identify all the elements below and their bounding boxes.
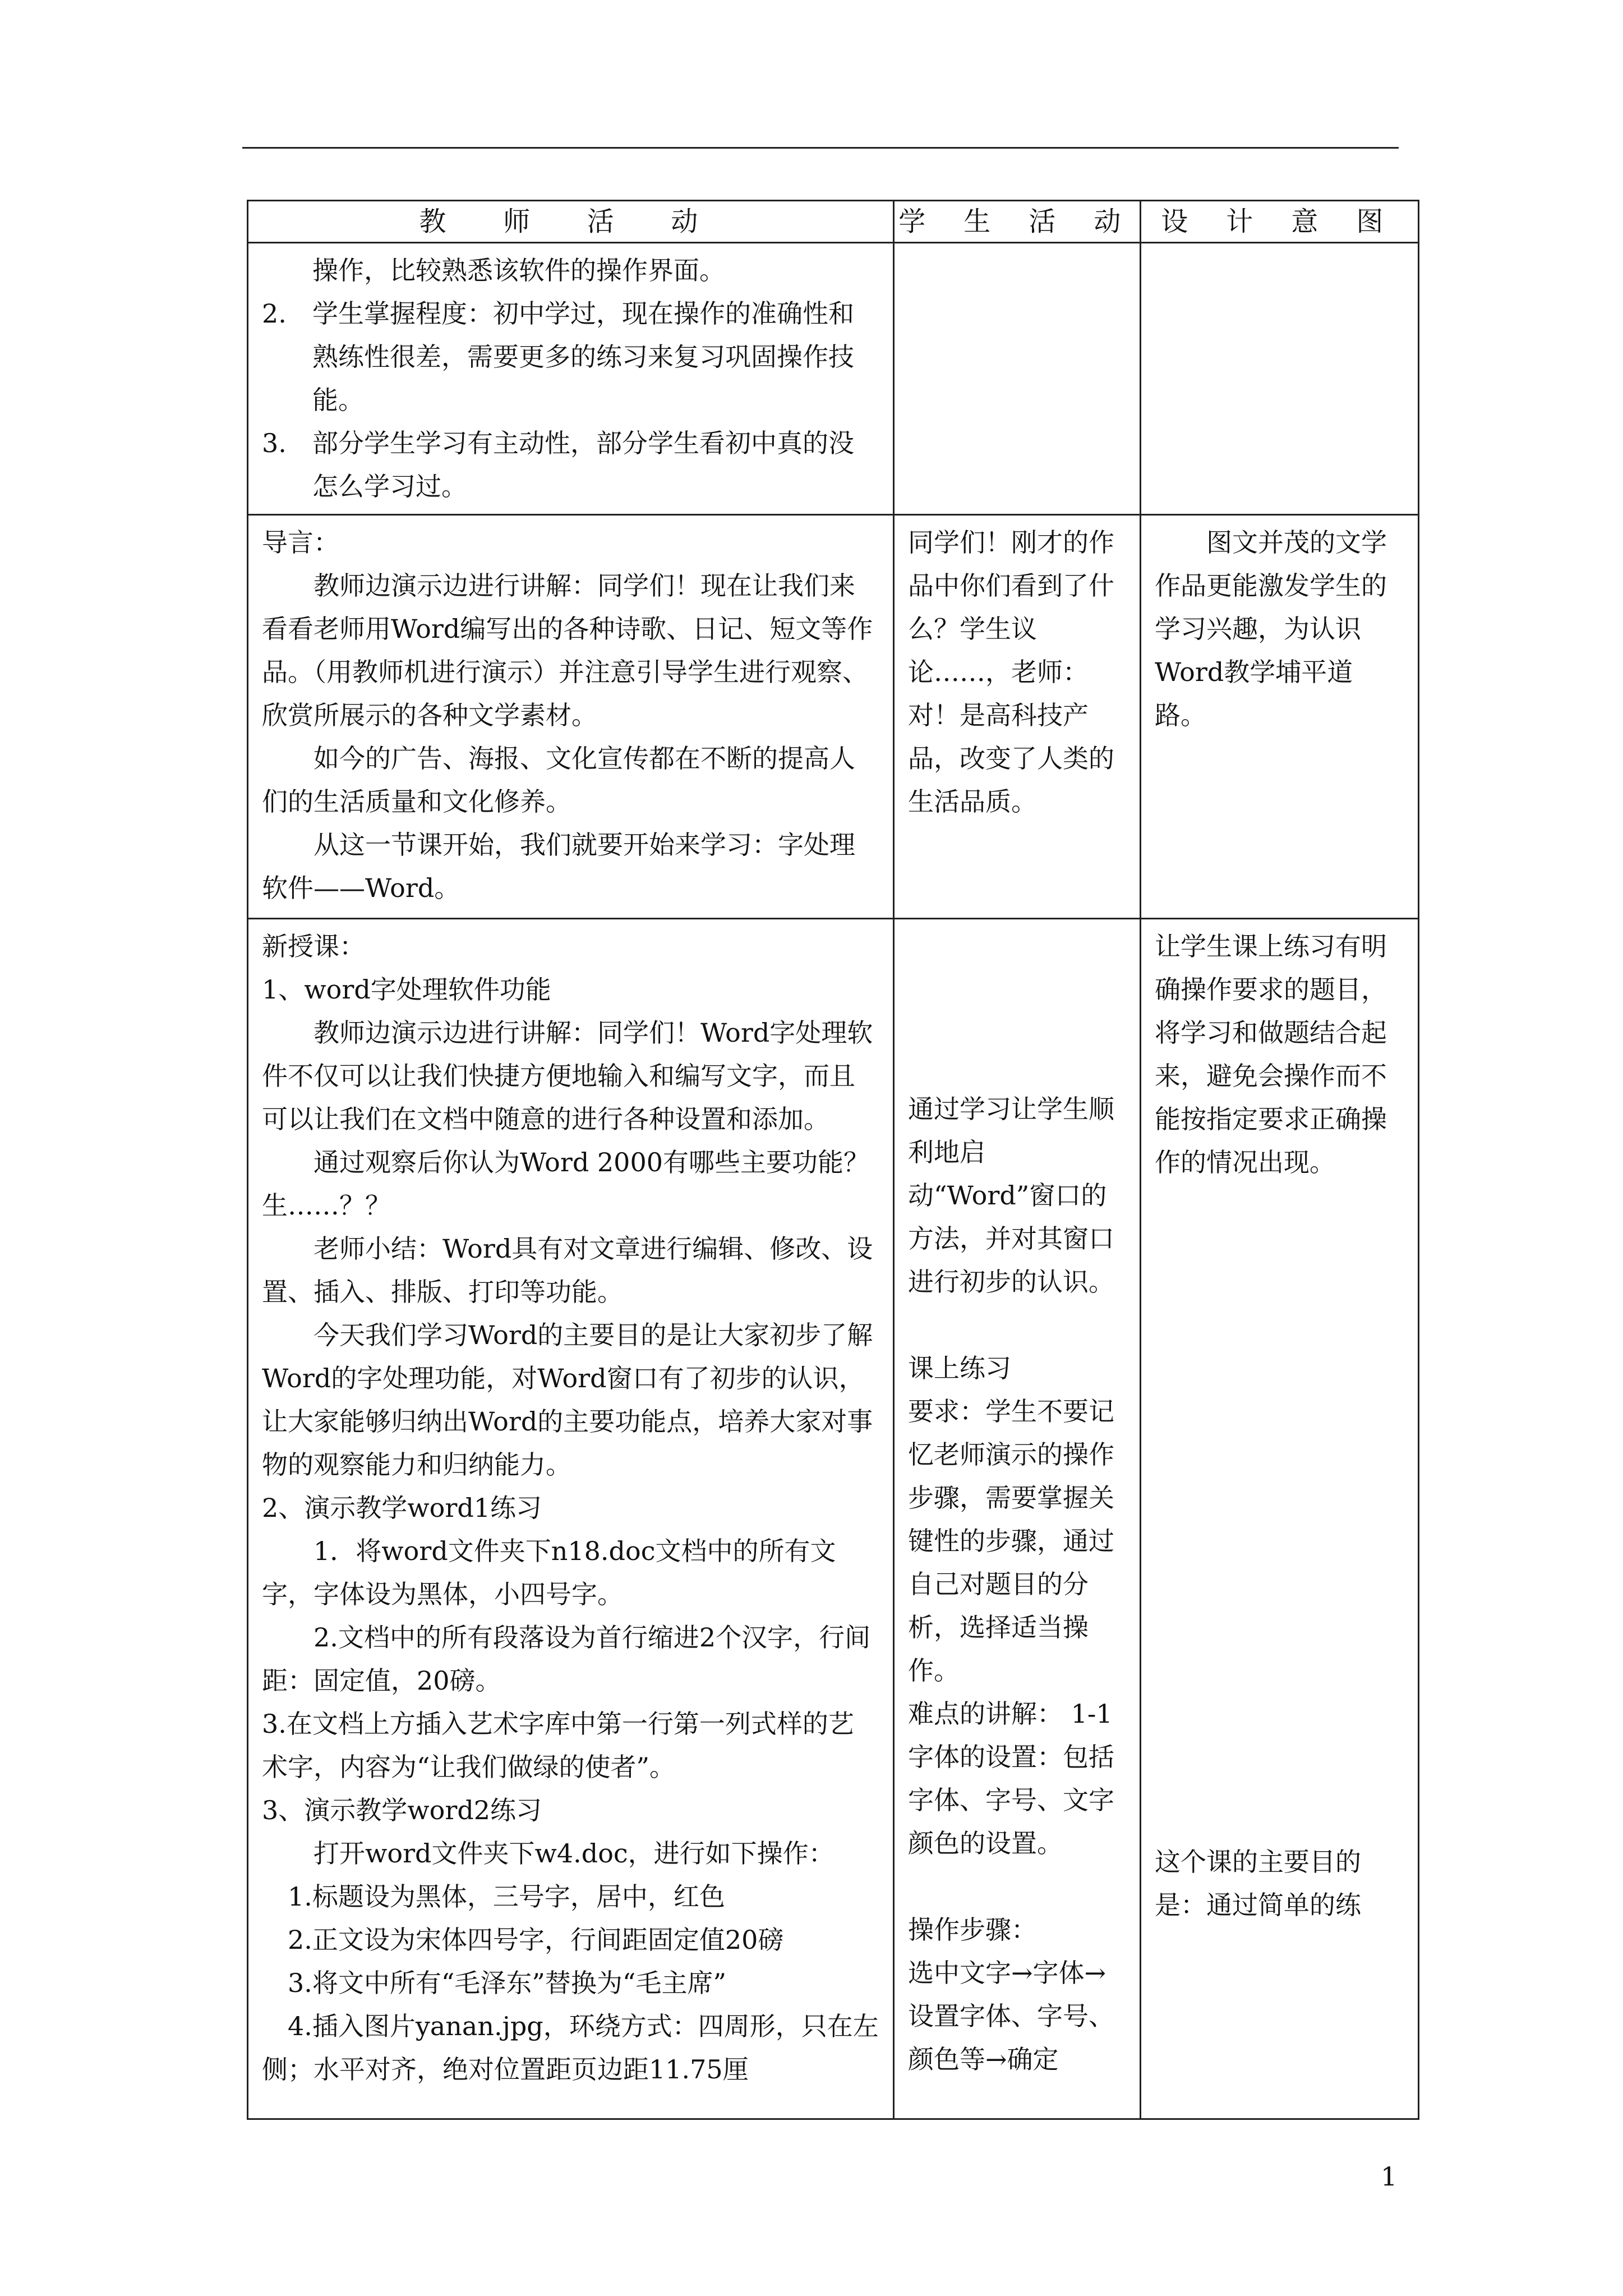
design-text: 让学生课上练习有明确操作要求的题目，将学习和做题结合起来，避免会操作而不能按指定要求正确操作的情况出现。 — [1155, 931, 1387, 1177]
table-row — [248, 243, 1419, 515]
table-header-row — [248, 201, 1419, 243]
design-cell — [1141, 919, 1419, 2119]
student-text: 课上练习 — [908, 1353, 1011, 1383]
design-text: 图文并茂的文学作品更能激发学生的学习兴趣，为认识Word教学埔平道路。 — [1155, 527, 1387, 730]
teacher-text: 今天我们学习Word的主要目的是让大家初步了解Word的字处理功能，对Word窗口有了初步的认识，让大家能够归纳出Word的主要功能点，培养大家对事物的观察能力和归纳能力。 — [262, 1320, 873, 1480]
item-text: 部分学生学习有主动性，部分学生看初中真的没怎么学习过。 — [312, 428, 854, 501]
spacer — [908, 1304, 1126, 1347]
student-text: 要求：学生不要记忆老师演示的操作步骤，需要掌握关键性的步骤，通过自己对题目的分析，选择适当操作。 — [908, 1396, 1114, 1686]
section-label: 新授课： — [262, 931, 365, 961]
item-text: 学生掌握程度：初中学过，现在操作的准确性和熟练性很差，需要更多的练习来复习巩固操作技能。 — [312, 298, 854, 415]
teacher-text: 老师小结：Word具有对文章进行编辑、修改、设置、插入、排版、打印等功能。 — [262, 1234, 873, 1307]
teacher-text: 通过观察后你认为Word 2000有哪些主要功能？生……？？ — [262, 1147, 869, 1221]
table-row — [248, 919, 1419, 2119]
exercise-step: 1．将word文件夹下n18.doc文档中的所有文字，字体设为黑体，小四号字。 — [262, 1536, 836, 1609]
exercise-step: 2.文档中的所有段落设为首行缩进2个汉字，行间距：固定值，20磅。 — [262, 1622, 871, 1696]
item-number: 3. — [262, 428, 287, 458]
teacher-text: 从这一节课开始，我们就要开始来学习：字处理软件——Word。 — [262, 830, 855, 903]
subsection-title: 1、word字处理软件功能 — [262, 974, 551, 1005]
header-design-intent: 设 计 意 图 — [1141, 201, 1419, 243]
student-text: 选中文字→字体→设置字体、字号、颜色等→确定 — [908, 1958, 1114, 2074]
teacher-text: 操作，比较熟悉该软件的操作界面。 — [312, 255, 725, 286]
design-text: 这个课的主要目的是：通过简单的练 — [1155, 1847, 1361, 1920]
student-cell — [894, 919, 1141, 2119]
item-number: 2. — [262, 298, 287, 329]
exercise-step: 2.正文设为宋体四号字，行间距固定值20磅 — [288, 1925, 784, 1955]
numbered-item — [262, 292, 879, 422]
numbered-item — [262, 422, 879, 508]
section-label: 导言： — [262, 527, 339, 558]
student-cell — [894, 515, 1141, 919]
lesson-plan-table — [247, 200, 1419, 2120]
teacher-text: 教师边演示边进行讲解：同学们！现在让我们来看看老师用Word编写出的各种诗歌、日记、短文等作品。（用教师机进行演示）并注意引导学生进行观察、欣赏所展示的各种文学素材。 — [262, 570, 873, 730]
teacher-text: 教师边演示边进行讲解：同学们！Word字处理软件不仅可以让我们快捷方便地输入和编写文字，而且可以让我们在文档中随意的进行各种设置和添加。 — [262, 1018, 873, 1134]
student-text: 通过学习让学生顺利地启动“Word”窗口的方法，并对其窗口进行初步的认识。 — [908, 1094, 1114, 1297]
table-row — [248, 515, 1419, 919]
exercise-step: 4.插入图片yanan.jpg，环绕方式：四周形，只在左侧；水平对齐，绝对位置距页边距11.75厘 — [262, 2011, 879, 2085]
teacher-text: 打开word文件夹下w4.doc，进行如下操作： — [313, 1838, 834, 1869]
exercise-step: 3.将文中所有“毛泽东”替换为“毛主席” — [288, 1968, 726, 1998]
exercise-step: 1.标题设为黑体，三号字，居中，红色 — [288, 1881, 725, 1912]
header-student-activity: 学 生 活 动 — [894, 201, 1141, 243]
teacher-text: 如今的广告、海报、文化宣传都在不断的提高人们的生活质量和文化修养。 — [262, 743, 855, 817]
teacher-cell — [248, 243, 894, 515]
subsection-title: 3、演示教学word2练习 — [262, 1795, 542, 1825]
teacher-cell — [248, 919, 894, 2119]
header-rule — [242, 147, 1399, 149]
design-cell — [1141, 243, 1419, 515]
spacer — [908, 1865, 1126, 1908]
student-text: 同学们！刚才的作品中你们看到了什么？学生议论……，老师：对！是高科技产品，改变了人类的生活品质。 — [908, 527, 1114, 817]
teacher-cell — [248, 515, 894, 919]
student-text: 操作步骤： — [908, 1915, 1037, 1945]
page-number: 1 — [1381, 2161, 1398, 2192]
student-text: 难点的讲解： 1-1字体的设置：包括字体、字号、文字颜色的设置。 — [908, 1699, 1114, 1858]
student-cell — [894, 243, 1141, 515]
header-teacher-activity: 教 师 活 动 — [248, 201, 894, 243]
exercise-step: 3.在文档上方插入艺术字库中第一行第一列式样的艺术字，内容为“让我们做绿的使者”。 — [262, 1709, 854, 1782]
design-cell — [1141, 515, 1419, 919]
subsection-title: 2、演示教学word1练习 — [262, 1493, 542, 1523]
